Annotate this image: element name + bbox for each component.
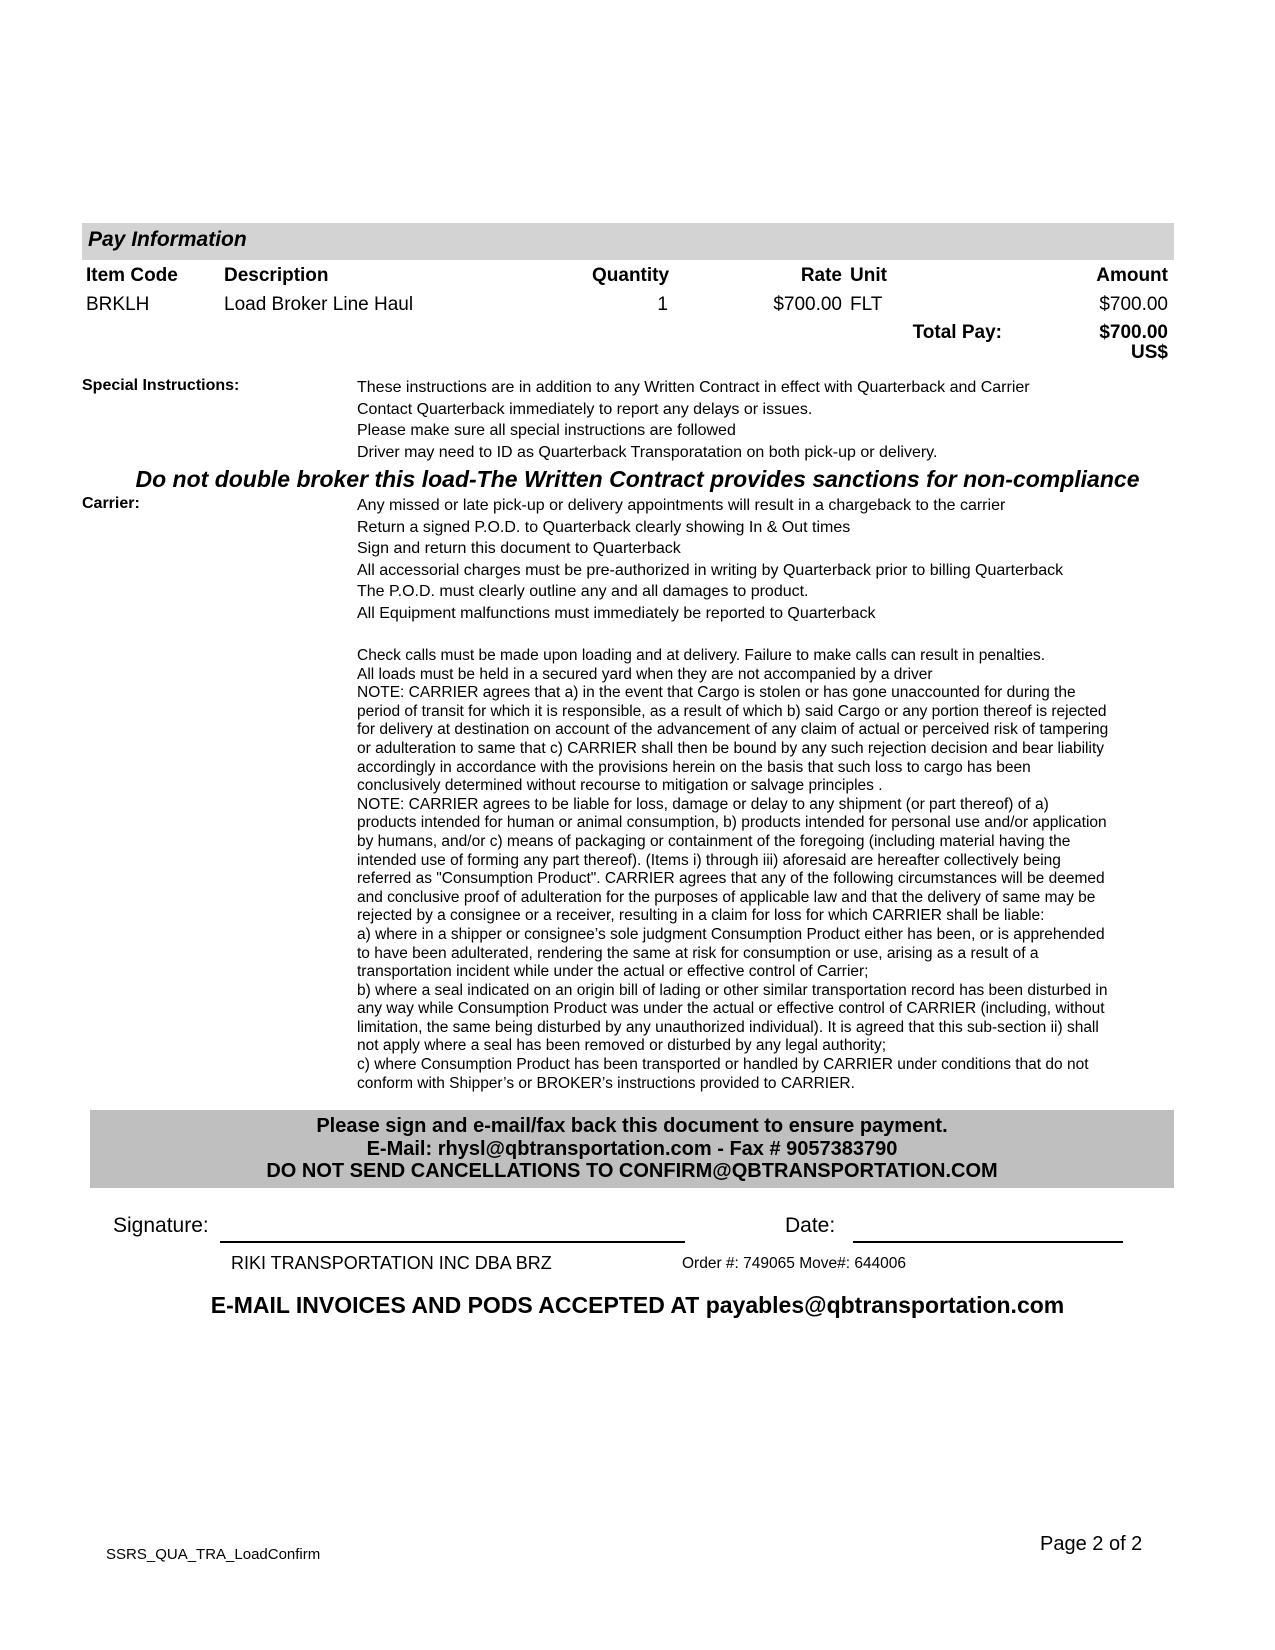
carrier-requirement-line: Any missed or late pick-up or delivery appointments will result in a chargeback to the carrier [357,497,1006,514]
carrier-requirement-line: Sign and return this document to Quarterback [357,540,681,557]
column-header-description: Description [224,265,329,286]
carrier-note-line: conclusively determined without recourse to mitigation or salvage principles . [357,777,883,795]
carrier-requirement-line: All Equipment malfunctions must immediately be reported to Quarterback [357,604,876,622]
carrier-note-line: referred as "Consumption Product". CARRIER agrees that any of the following circumstances will be deemed [357,870,1105,888]
report-name: SSRS_QUA_TRA_LoadConfirm [106,1546,321,1563]
row-description: Load Broker Line Haul [224,294,414,315]
special-instructions-label: Special Instructions: [82,377,240,394]
special-instruction-line: Driver may need to ID as Quarterback Transporatation on both pick-up or delivery. [357,443,938,461]
carrier-note-line: products intended for human or animal consumption, b) products intended for personal use and/or application [357,814,1107,832]
pay-information-header [82,223,1174,260]
carrier-note-line: limitation, the same being disturbed by any unauthorized individual). It is agreed that this sub-section ii) shall [357,1018,1099,1036]
pay-information-title: Pay Information [88,228,247,251]
notice-line-cancellations: DO NOT SEND CANCELLATIONS TO CONFIRM@QBTRANSPORTATION.COM [266,1160,998,1182]
date-line[interactable] [853,1241,1123,1243]
carrier-note-line: transportation incident while under the actual or effective control of Carrier; [357,963,869,981]
carrier-note-line: and conclusive proof of adulteration for the purposes of applicable law and that the delivery of same may be [357,888,1096,906]
row-rate: $700.00 [773,294,842,315]
column-header-rate: Rate [800,265,842,286]
special-instruction-line: Contact Quarterback immediately to report any delays or issues. [357,400,813,418]
carrier-label: Carrier: [82,495,140,512]
notice-line-email-fax: E-Mail: rhysl@qbtransportation.com - Fax # 9057383790 [366,1137,898,1160]
carrier-note-line: by humans, and/or c) means of packaging or containment of the foregoing (including material having the [357,832,1071,850]
carrier-note-line: b) where a seal indicated on an origin bill of lading or other similar transportation record has been disturbed in [357,981,1108,999]
carrier-note-line: for delivery at destination on account of the advancement of any claim of actual or perceived risk of tampering [357,721,1109,739]
carrier-requirements-list [357,495,1167,624]
carrier-note-line: conform with Shipper’s or BROKER’s instructions provided to CARRIER. [357,1074,855,1092]
carrier-note-line: NOTE: CARRIER agrees that a) in the event that Cargo is stolen or has gone unaccounted for during the [357,684,1076,702]
special-instruction-line: These instructions are in addition to any Written Contract in effect with Quarterback and Carrier [357,379,1030,396]
total-pay-amount: $700.00 [1099,322,1168,343]
column-header-quantity: Quantity [592,265,670,286]
date-label: Date: [785,1214,836,1237]
row-amount: $700.00 [1099,294,1168,315]
total-pay-currency: US$ [1131,342,1168,363]
row-quantity: 1 [657,294,668,315]
carrier-note-line: a) where in a shipper or consignee’s sole judgment Consumption Product either has been, or is apprehended [357,925,1105,943]
carrier-requirement-line: The P.O.D. must clearly outline any and all damages to product. [357,583,809,600]
total-pay-label: Total Pay: [912,322,1002,343]
double-broker-warning: Do not double broker this load-The Written Contract provides sanctions for non-compliance [135,466,1140,492]
invoices-email-notice: E-MAIL INVOICES AND PODS ACCEPTED AT payables@qbtransportation.com [210,1292,1065,1318]
carrier-note-line: not apply where a seal has been removed or disturbed by any legal authority; [357,1037,887,1055]
signature-label: Signature: [113,1214,209,1237]
carrier-note-line: accordingly in accordance with the provisions herein on the basis that such loss to cargo has been [357,758,1031,776]
row-unit: FLT [850,294,883,315]
carrier-note-line: any way while Consumption Product was under the actual or effective control of CARRIER (including, without [357,1000,1105,1018]
special-instructions-list [357,377,1030,463]
carrier-note-line: to have been adulterated, rendering the same at risk for consumption or use, arising as a result of a [357,944,1039,962]
carrier-note-line: period of transit for which it is responsible, as a result of which b) said Cargo or any portion thereof is rejected [357,702,1107,720]
carrier-note-line: or adulteration to same that c) CARRIER shall then be bound by any such rejection decision and bear liability [357,739,1104,757]
notice-line-sign: Please sign and e-mail/fax back this document to ensure payment. [316,1115,948,1137]
carrier-name: RIKI TRANSPORTATION INC DBA BRZ [231,1253,552,1273]
carrier-requirement-line: All accessorial charges must be pre-authorized in writing by Quarterback prior to billing Quarterback [357,561,1064,579]
page-number: Page 2 of 2 [1040,1533,1143,1555]
carrier-note-line: intended use of forming any part thereof). (Items i) through iii) aforesaid are hereafter collectively being [357,851,1061,869]
column-header-unit: Unit [850,265,887,286]
carrier-note-line: Check calls must be made upon loading and at delivery. Failure to make calls can result in penalties. [357,647,1046,664]
carrier-note-line: All loads must be held in a secured yard when they are not accompanied by a driver [357,665,933,683]
column-header-amount: Amount [1096,265,1168,286]
row-item-code: BRKLH [86,294,150,315]
carrier-note-line: NOTE: CARRIER agrees to be liable for loss, damage or delay to any shipment (or part thereof) of a) [357,795,1049,813]
payment-notice-box [90,1110,1174,1188]
special-instruction-line: Please make sure all special instructions are followed [357,422,736,439]
carrier-note-line: rejected by a consignee or a receiver, resulting in a claim for loss for which CARRIER shall be liable: [357,907,1045,925]
carrier-note-line: c) where Consumption Product has been transported or handled by CARRIER under conditions that do not [357,1056,1089,1074]
carrier-requirement-line: Return a signed P.O.D. to Quarterback clearly showing In & Out times [357,518,851,536]
signature-line[interactable] [220,1241,685,1243]
order-move-numbers: Order #: 749065 Move#: 644006 [682,1255,907,1272]
carrier-notes [357,647,1167,1093]
column-header-item-code: Item Code [86,265,178,286]
